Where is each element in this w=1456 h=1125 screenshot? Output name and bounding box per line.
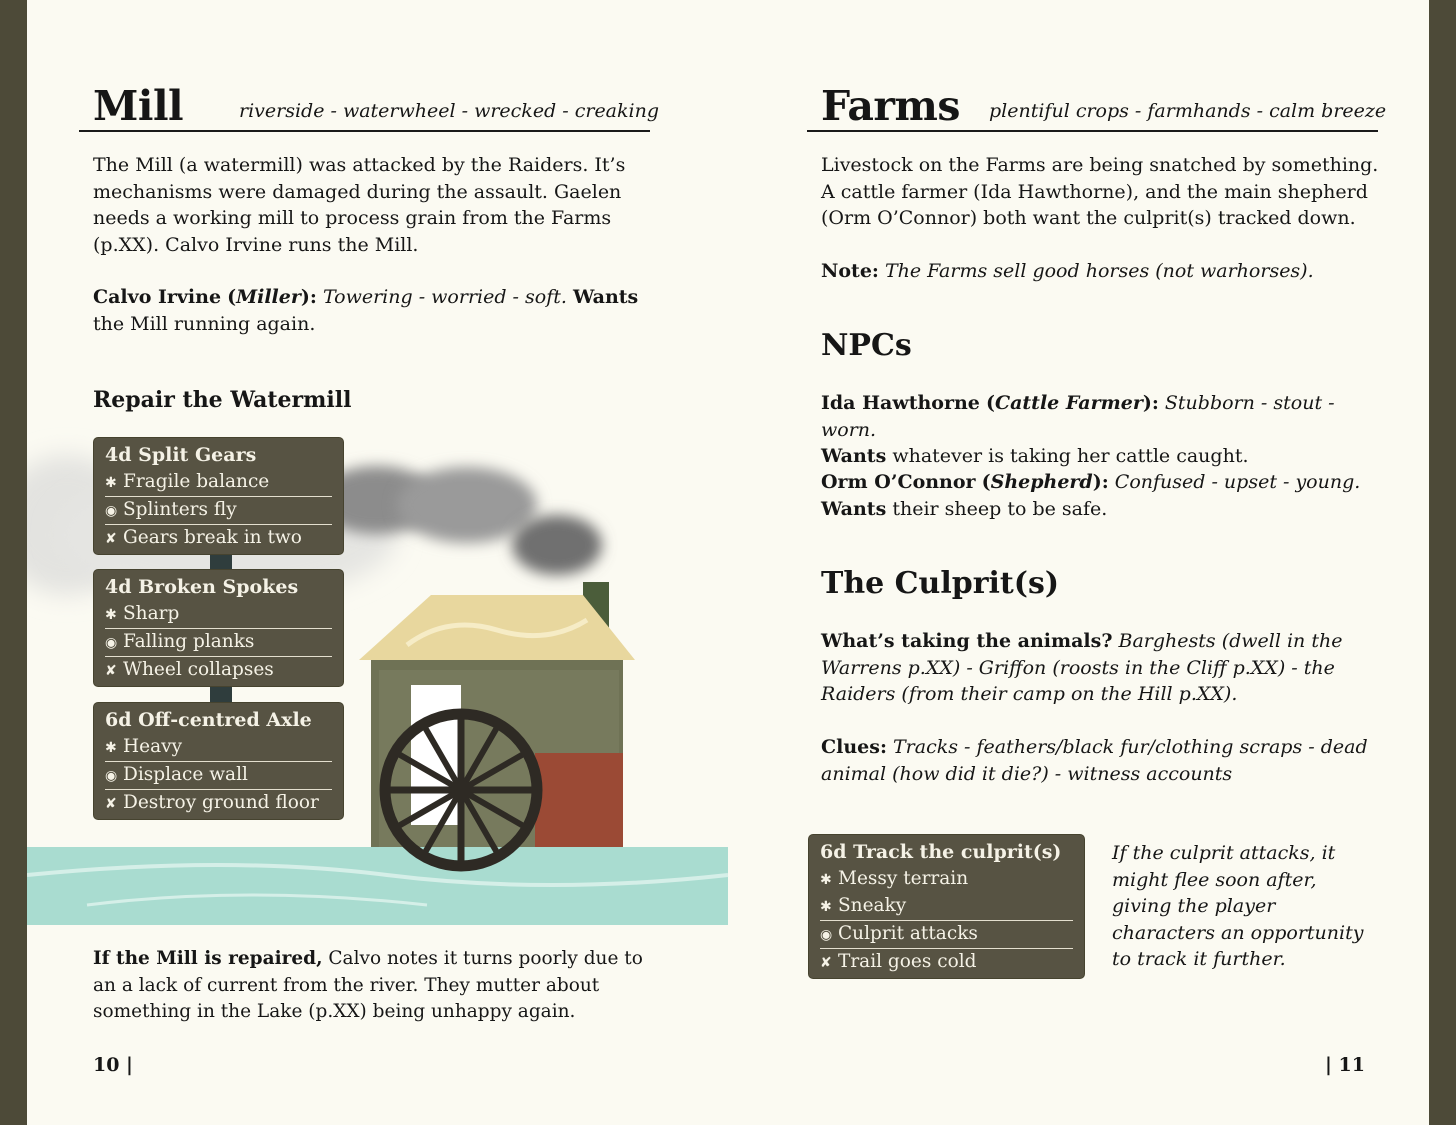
challenge-box-split-gears: 4d Split Gears ✱ Fragile balance ◉ Splinters fly ✘ Gears break in two (93, 437, 344, 555)
page-number-right: | 11 (1325, 1054, 1365, 1076)
asterisk-icon: ✱ (105, 607, 117, 623)
mill-title: Mill (93, 82, 184, 130)
mill-intro: The Mill (a watermill) was attacked by the Raiders. It’s mechanisms were damaged during the assault. Gaelen needs a working mill to process grain from the Farms (p.XX). Calvo Irvine runs the Mill. (93, 154, 626, 256)
challenge-box-off-centred-axle: 6d Off-centred Axle ✱ Heavy ◉ Displace wall ✘ Destroy ground floor (93, 702, 344, 820)
asterisk-icon: ✱ (820, 899, 832, 915)
farms-intro: Livestock on the Farms are being snatched by something. A cattle farmer (Ida Hawthorne), and the main shepherd (Orm O’Connor) both want the culprit(s) tracked down. (821, 154, 1379, 229)
repair-heading: Repair the Watermill (93, 387, 352, 413)
book-spread (27, 0, 1429, 1125)
farms-tags: plentiful crops - farmhands - calm breeze (989, 100, 1387, 122)
npcs-heading: NPCs (821, 328, 912, 363)
mill-tags: riverside - waterwheel - wrecked - creaking (239, 100, 660, 122)
culprit-sidenote: If the culprit attacks, it might flee soon after, giving the player characters an opportunity to track it further. (1112, 842, 1364, 970)
miller-npc: Calvo Irvine (Miller): Towering - worried - soft. Wants the Mill running again. (93, 286, 639, 335)
cross-icon: ✘ (105, 796, 117, 812)
challenge-box-track-culprit: 6d Track the culprit(s) ✱ Messy terrain ✱ Sneaky ◉ Culprit attacks ✘ Trail goes cold (808, 834, 1085, 979)
challenge-box-broken-spokes: 4d Broken Spokes ✱ Sharp ◉ Falling planks ✘ Wheel collapses (93, 569, 344, 687)
asterisk-icon: ✱ (105, 740, 117, 756)
farms-title: Farms (821, 82, 960, 130)
page-number-left: 10 | (93, 1054, 133, 1076)
farms-note: Note: The Farms sell good horses (not warhorses). (821, 260, 1314, 282)
culprit-question: What’s taking the animals? Barghests (dwell in the Warrens p.XX) - Griffon (roosts in the Cliff p.XX) - the Raiders (from their camp on the Hill p.XX). (821, 630, 1343, 705)
river (27, 847, 728, 925)
mill-outcome: If the Mill is repaired, Calvo notes it turns poorly due to an a lack of current from the river. They mutter about something in the Lake (p.XX) being unhappy again. (93, 948, 643, 1022)
culprit-heading: The Culprit(s) (821, 566, 1060, 601)
npc-orm-oconnor: Orm O’Connor (Shepherd): Confused - upset - young. Wants their sheep to be safe. (821, 471, 1361, 520)
smoke-cloud (512, 515, 602, 575)
culprit-clues: Clues: Tracks - feathers/black fur/clothing scraps - dead animal (how did it die?) - witness accounts (821, 736, 1368, 785)
cross-icon: ✘ (820, 955, 832, 971)
red-door (535, 753, 623, 850)
asterisk-icon: ✱ (105, 475, 117, 491)
smoke-cloud (397, 467, 537, 543)
cross-icon: ✘ (105, 663, 117, 679)
mill-title-rule (79, 130, 650, 132)
asterisk-icon: ✱ (820, 872, 832, 888)
waterwheel (385, 714, 537, 866)
circle-dot-icon: ◉ (105, 635, 118, 651)
circle-dot-icon: ◉ (105, 768, 118, 784)
circle-dot-icon: ◉ (105, 503, 118, 519)
circle-dot-icon: ◉ (820, 927, 833, 943)
cross-icon: ✘ (105, 531, 117, 547)
farms-title-rule (807, 130, 1378, 132)
npc-ida-hawthorne: Ida Hawthorne (Cattle Farmer): Stubborn - stout - worn. Wants whatever is taking her cattle caught. (821, 392, 1335, 467)
